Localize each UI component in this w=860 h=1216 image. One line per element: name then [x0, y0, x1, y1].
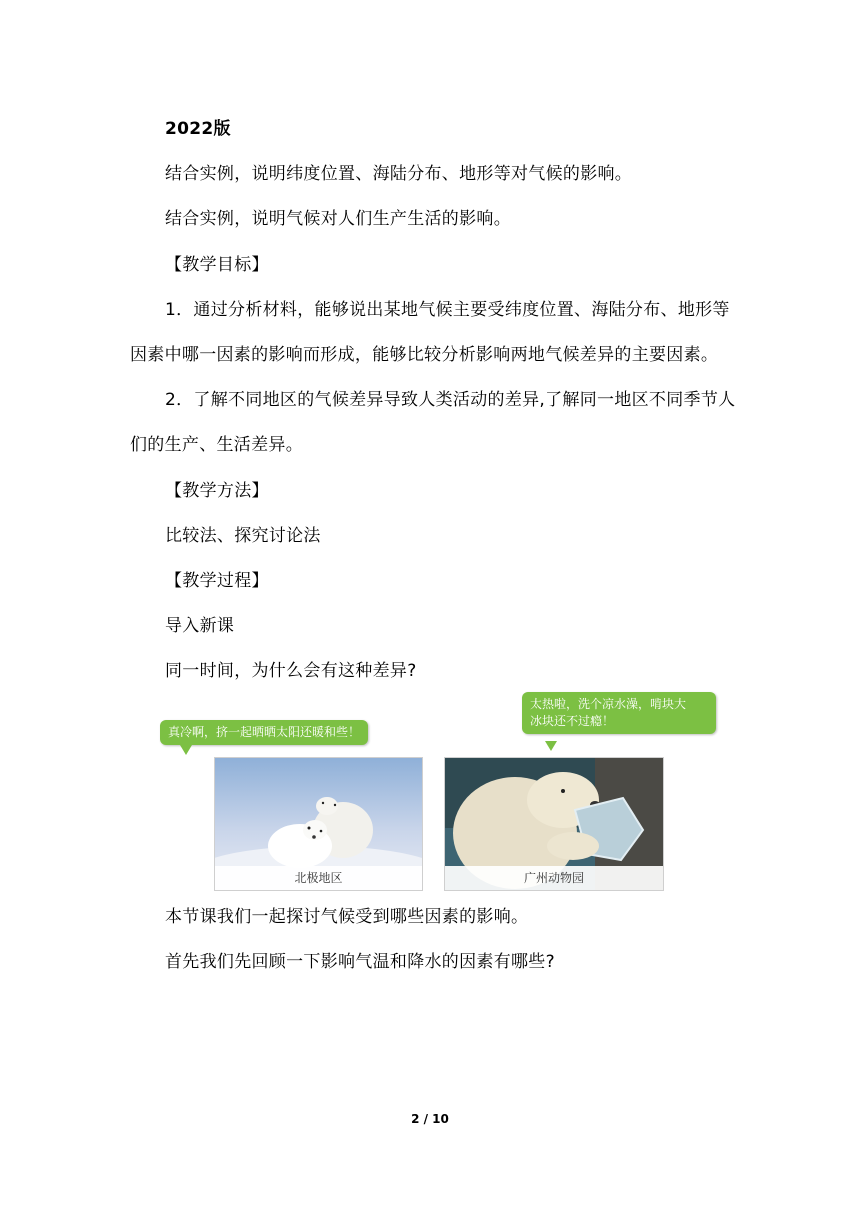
speech-bubble-left-text: 真冷啊，挤一起晒晒太阳还暖和些！	[168, 725, 361, 739]
curriculum-standard-2: 结合实例，说明气候对人们生产生活的影响。	[165, 209, 511, 229]
zoo-polar-bear-photo	[444, 757, 664, 891]
after-figure-text-2: 首先我们先回顾一下影响气温和降水的因素有哪些?	[165, 952, 555, 972]
speech-bubble-right-line-1: 太热啦，洗个凉水澡，啃块大	[530, 697, 687, 711]
goals-heading: 【教学目标】	[165, 255, 269, 275]
speech-bubble-left	[160, 720, 368, 745]
goal-2-line-1: 2．了解不同地区的气候差异导致人类活动的差异,了解同一地区不同季节人	[165, 390, 736, 410]
version-heading: 2022版	[165, 119, 231, 139]
curriculum-standard-1: 结合实例，说明纬度位置、海陆分布、地形等对气候的影响。	[165, 164, 633, 184]
caption-zoo: 广州动物园	[445, 866, 663, 890]
speech-bubble-right-line-2: 冰块还不过瘾！	[530, 714, 615, 728]
goal-1-line-2: 因素中哪一因素的影响而形成，能够比较分析影响两地气候差异的主要因素。	[130, 345, 719, 365]
methods-heading: 【教学方法】	[165, 481, 269, 501]
goal-1-line-1: 1．通过分析材料，能够说出某地气候主要受纬度位置、海陆分布、地形等	[165, 300, 730, 320]
intro-heading: 导入新课	[165, 616, 235, 636]
page-number: 2 / 10	[411, 1112, 449, 1126]
methods-text: 比较法、探究讨论法	[165, 526, 321, 546]
speech-bubble-left-tail	[180, 745, 192, 755]
speech-bubble-right	[522, 692, 716, 734]
process-heading: 【教学过程】	[165, 571, 269, 591]
intro-question: 同一时间，为什么会有这种差异?	[165, 661, 417, 681]
speech-bubble-right-tail	[545, 741, 557, 751]
caption-arctic: 北极地区	[215, 866, 422, 890]
after-figure-text-1: 本节课我们一起探讨气候受到哪些因素的影响。	[165, 907, 529, 927]
goal-2-line-2: 们的生产、生活差异。	[130, 435, 303, 455]
arctic-polar-bear-photo	[214, 757, 423, 891]
